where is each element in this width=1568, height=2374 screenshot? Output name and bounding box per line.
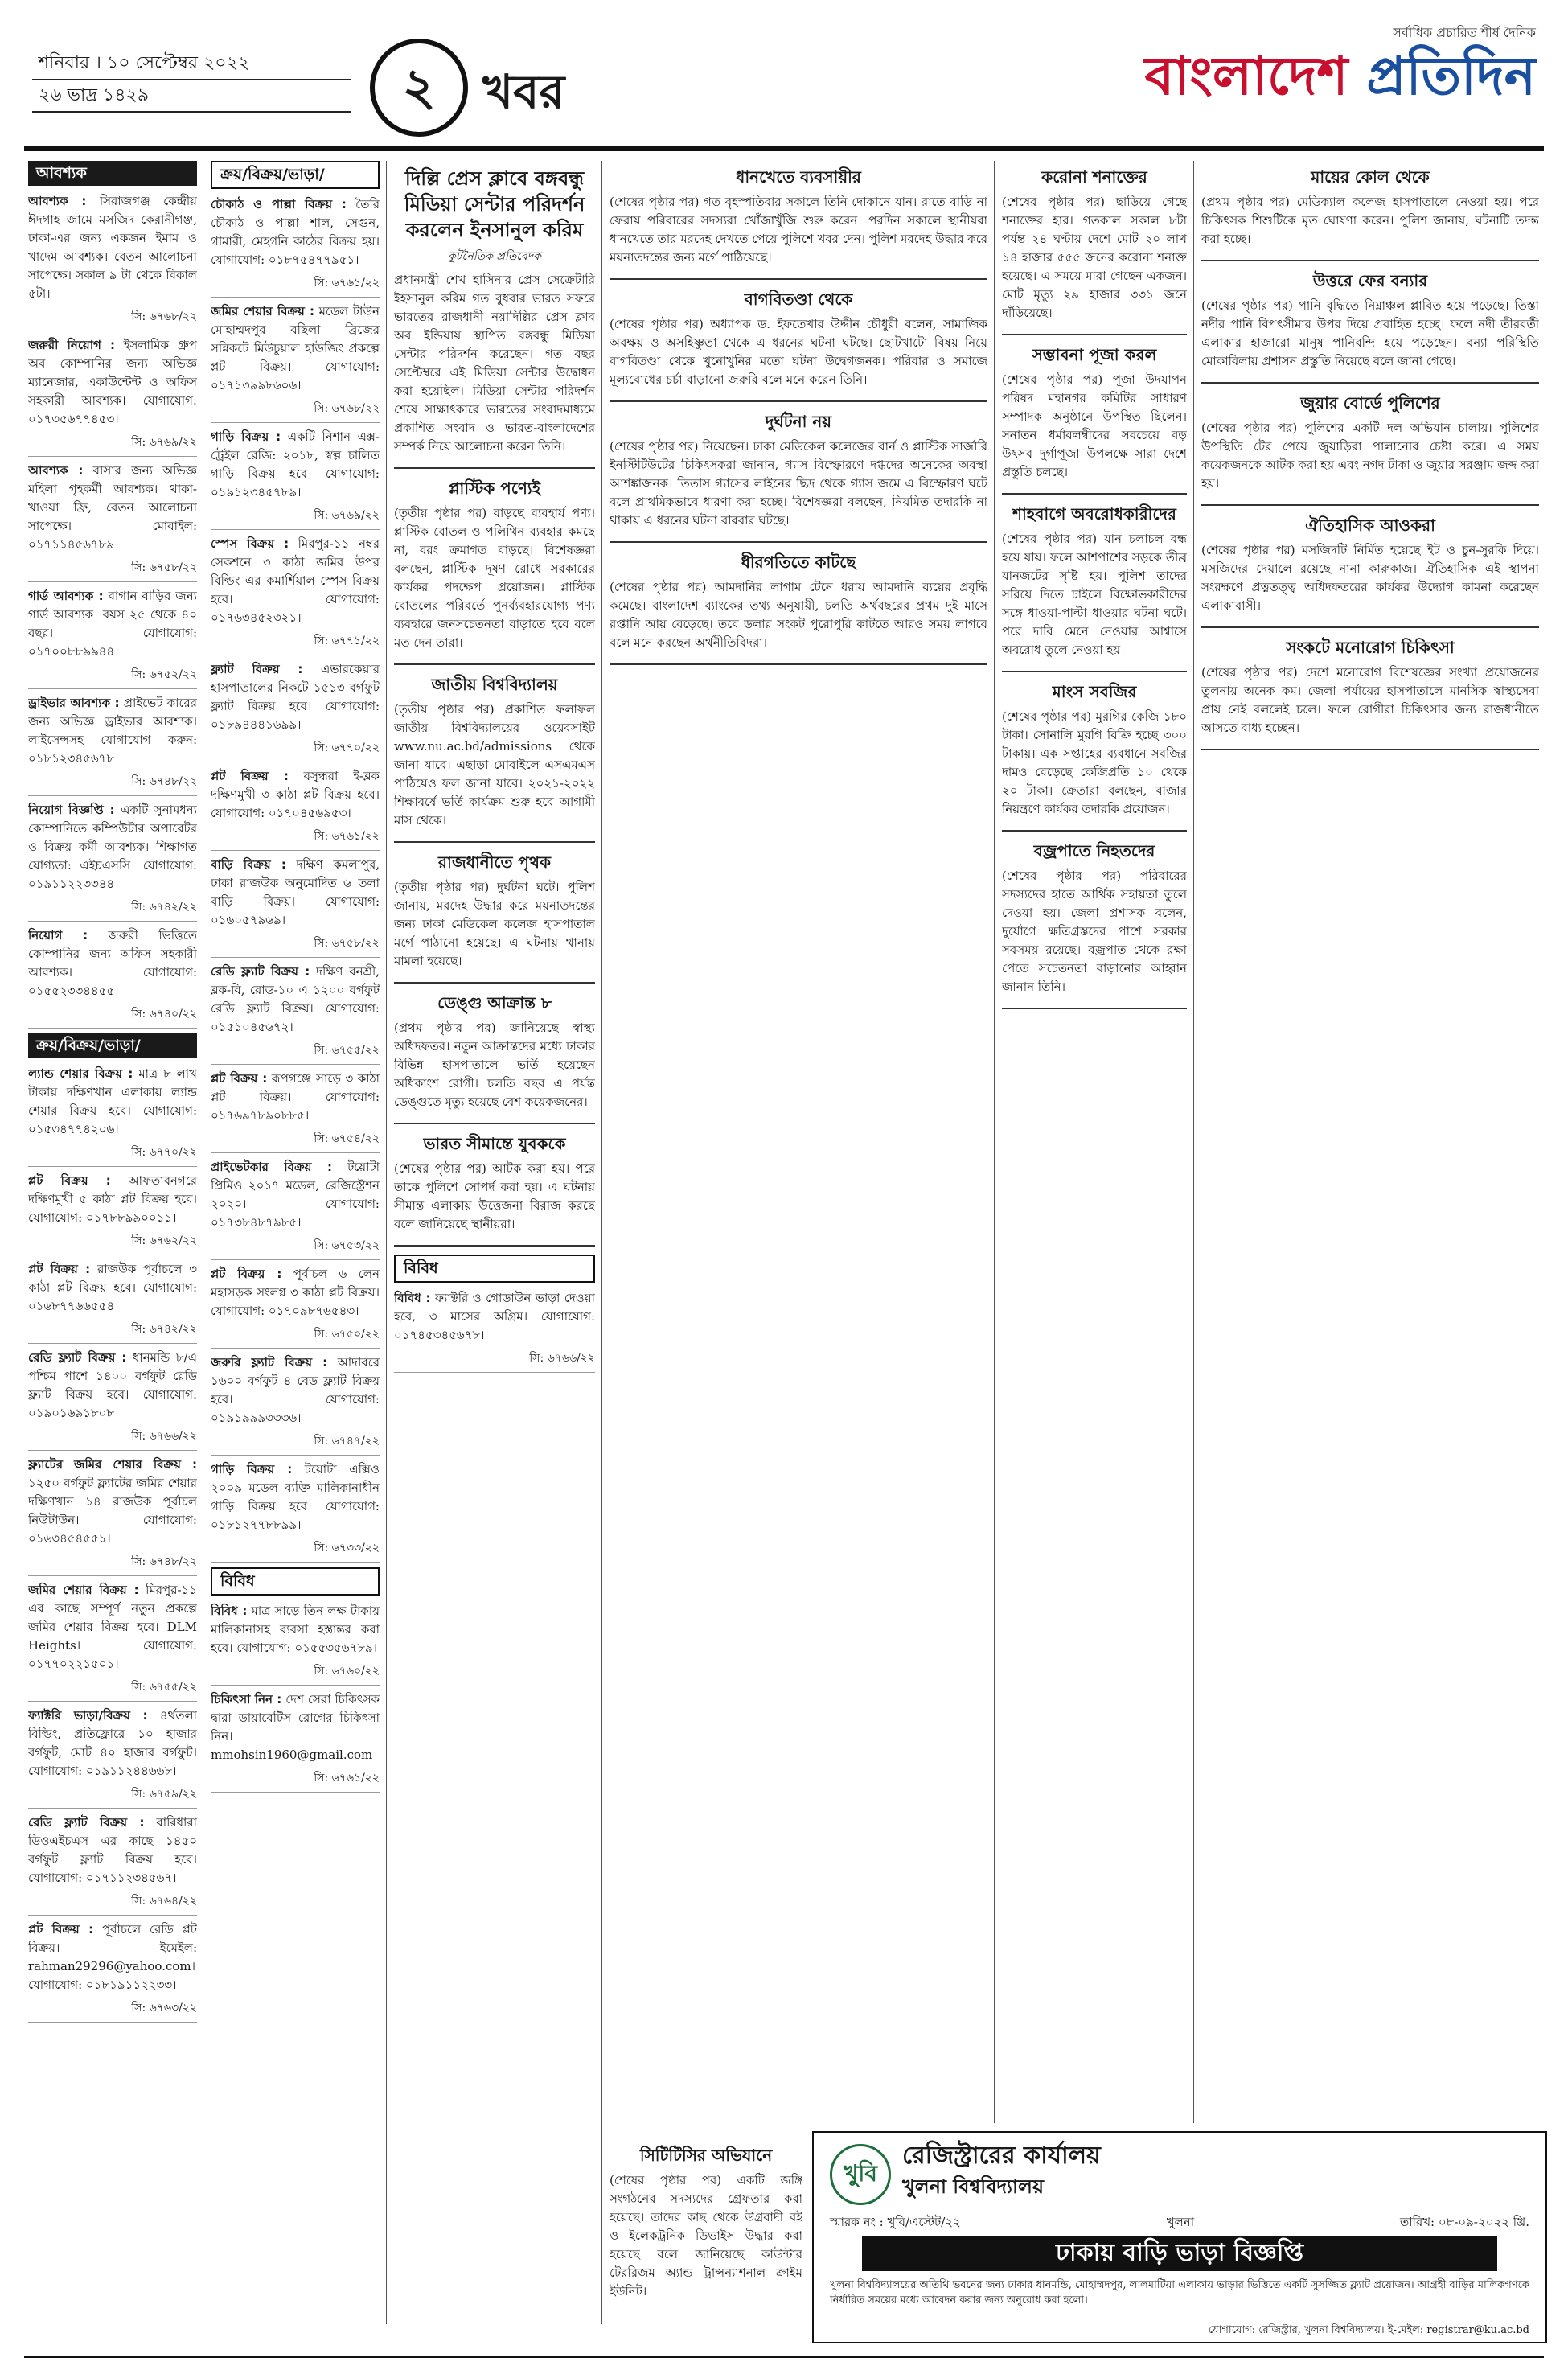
classified-body: পূর্বাচলে রেডি প্লট বিক্রয়। ইমেইল: rahman29296@yahoo.com। যোগাযোগ: ০১৮১৯১১২২৩৩। [28, 1922, 197, 1992]
classified-ref: সি: ৬৭৫২/২২ [131, 668, 197, 681]
classified-title: নিয়োগ : [28, 928, 88, 943]
story-block [394, 992, 595, 1124]
classified-ref: সি: ৬৭৫০/২২ [314, 1328, 380, 1341]
story-headline: ঐতিহাসিক আওকরা [1305, 515, 1435, 535]
classified-title: নিয়োগ বিজ্ঞপ্তি : [28, 803, 115, 817]
classified-title: ল্যান্ড শেয়ার বিক্রয় : [28, 1066, 133, 1081]
story-block [1201, 166, 1539, 261]
classified-text [28, 587, 197, 661]
story-block [610, 166, 987, 280]
classified-body: দক্ষিণ কমলাপুর, ঢাকা রাজউক অনুমোদিত ৬ তলা বাড়ি বিক্রয়। যোগাযোগ: ০১৬০৫৭৯৬৯। [211, 857, 380, 927]
classified-ad [28, 1065, 197, 1167]
classified-body: বাসার জন্য অভিজ্ঞ মহিলা গৃহকর্মী আবশ্যক। থাকা-খাওয়া ফ্রি, বেতন আলোচনা সাপেক্ষে। মোবাইল: ০১৭১১৪৫৬৭৮৯। [28, 463, 197, 552]
classified-title: রেডি ফ্ল্যাট বিক্রয় : [28, 1815, 145, 1830]
news-column-7 [1201, 161, 1539, 2123]
classified-ref: সি: ৬৭৬৩/২২ [131, 2002, 197, 2015]
classified-body: মাত্র ৮ লাখ টাকায় দক্ষিণখান এলাকায় ল্যান্ড শেয়ার বিক্রয় হবে। যোগাযোগ: ০১৫৩৪৭৭৪২০৬। [28, 1066, 197, 1136]
classified-title: বাড়ি বিক্রয় : [211, 857, 286, 872]
footer-divider [24, 2356, 1544, 2358]
story-headline: ধানখেতে ব্যবসায়ীর [736, 167, 861, 187]
classified-title: আবশ্যক : [28, 463, 84, 478]
classified-ad [28, 694, 197, 796]
news-column-4-bottom [610, 2139, 802, 2340]
classified-title: জরুরী নিয়োগ : [28, 338, 115, 352]
classified-ad [211, 963, 380, 1065]
classified-text [211, 1265, 380, 1320]
classified-body: একটি সুনামধন্য কোম্পানিতে কম্পিউটার অপারেটর ও বিক্রয় কর্মী আবশ্যক। শিক্ষাগত যোগ্যতা: এইচএসসি। যোগাযোগ: ০১৯১১২২৩৩৪৪। [28, 803, 197, 891]
classified-ref: সি: ৬৭৭১/২২ [314, 635, 380, 647]
classified-title: আবশ্যক : [28, 194, 87, 208]
classified-text [28, 1065, 197, 1139]
classified-ad [28, 1260, 197, 1344]
classified-list [28, 192, 197, 1029]
classified-ad [28, 336, 197, 457]
classifieds-column-1 [28, 161, 197, 2332]
story-body: (শেষের পৃষ্ঠার পর) আটক করা হয়। পরে তাকে পুলিশে সোপর্দ করা হয়। এ ঘটনায় সীমান্ত এলাকায় উত্তেজনা বিরাজ করছে বলে জানিয়েছে স্থানীয়রা। [394, 1161, 595, 1231]
classified-ad [28, 1172, 197, 1255]
classified-title: গাড়ি বিক্রয় : [211, 1462, 293, 1477]
classified-title: বিবিধ : [394, 1291, 431, 1305]
classified-ref: সি: ৬৭৪০/২২ [131, 1008, 197, 1021]
classified-text [394, 1289, 595, 1345]
classified-body: দক্ষিণ বনশ্রী, ব্লক-বি, রোড-১০ এ ১২০০ বর্গফুট রেডি ফ্ল্যাট বিক্রয়। যোগাযোগ: ০১৫১০৪৫৬৭২। [211, 964, 380, 1034]
news-column-6 [1002, 161, 1187, 2123]
story-body: (শেষের পৃষ্ঠার পর) যান চলাচল বন্ধ হয়ে যায়। ফলে আশপাশের সড়কে তীব্র যানজটের সৃষ্টি হয়। পুলিশ তাদের সরিয়ে দিতে চাইলে বিক্ষোভকারীদের সঙ্গে ধাওয়া-পাল্টা ধাওয়ার ঘটনা ঘটে। পরে দাবি মেনে নেওয়ার আশ্বাসে অবরোধ তুলে নেওয়া হয়। [1002, 532, 1187, 657]
story-headline: প্লাস্টিক পণ্যেই [448, 478, 541, 498]
classified-text [28, 1260, 197, 1316]
classified-ad [28, 801, 197, 922]
story-block [394, 1132, 595, 1247]
classified-ref: সি: ৬৭৪২/২২ [131, 901, 197, 914]
classified-ref: সি: ৬৭৬৮/২২ [314, 402, 380, 415]
story-block [394, 673, 595, 843]
story-block [1002, 503, 1187, 672]
ad-office-city: খুলনা [1166, 2215, 1195, 2229]
classified-ref: সি: ৬৭৫৯/২২ [131, 1788, 197, 1801]
classified-body: বসুন্ধরা ই-ব্লক দক্ষিণমুখী ৩ কাঠা প্লট বিক্রয় হবে। যোগাযোগ: ০১৭০৪৫৬৯৫৩। [211, 769, 380, 820]
classified-body: পূর্বাচল ৬ লেন মহাসড়ক সংলগ্ন ৩ কাঠা প্লট বিক্রয়। যোগাযোগ: ০১৭০৯৮৭৬৫৪৩। [211, 1267, 380, 1318]
classified-body: এভারকেয়ার হাসপাতালের নিকটে ১৫১৩ বর্গফুট ফ্ল্যাট বিক্রয় হবে। যোগাযোগ: ০১৮৯৪৪৪১৬৯৯। [211, 662, 380, 732]
classified-text [28, 694, 197, 768]
story-body: (শেষের পৃষ্ঠার পর) ছাড়িয়ে গেছে শনাক্তের হার। গতকাল সকাল ৮টা পর্যন্ত ২৪ ঘণ্টায় দেশে মোট ২০ লাখ ১৪ হাজার ৫৫৫ জনের করোনা শনাক্ত হয়েছে। এ সময়ে মারা গেছেন একজন। মোট মৃত্যু ২৯ হাজার ৩৩১ জনে দাঁড়িয়েছে। [1002, 195, 1187, 320]
classified-ref: সি: ৬৭৫৮/২২ [131, 561, 197, 574]
ad-ref-line [830, 2213, 1529, 2233]
ad-body-text: খুলনা বিশ্ববিদ্যালয়ের অতিথি ভবনের জন্য ঢাকার ধানমন্ডি, মোহাম্মদপুর, লালমাটিয়া এলাকায় ভাড়ার ভিত্তিতে একটি সুসজ্জিত ফ্ল্যাট প্রয়োজন। আগ্রহী বাড়ির মালিকগণকে নির্ধারিত সময়ের মধ্যে আবেদন করার জন্য অনুরোধ করা হলো। [830, 2279, 1529, 2306]
classified-ad [211, 660, 380, 762]
classified-ref: সি: ৬৭৬৯/২২ [314, 509, 380, 522]
classified-ref: সি: ৬৭৫৩/২২ [314, 1239, 380, 1252]
story-body: (প্রথম পৃষ্ঠার পর) জানিয়েছে স্বাস্থ্য অধিদফতর। নতুন আক্রান্তদের মধ্যে ঢাকার বিভিন্ন হাসপাতালে ভর্তি হয়েছেন অধিকাংশ রোগী। চলতি বছর এ পর্যন্ত ডেঙ্গুতে মৃত্যু হয়েছে বেশ কয়েকজনের। [394, 1021, 595, 1109]
story-body: (তৃতীয় পৃষ্ঠার পর) প্রকাশিত ফলাফল জাতীয় বিশ্ববিদ্যালয়ের ওয়েবসাইট www.nu.ac.bd/admissions থেকে জানা যাবে। এছাড়া মোবাইলে এসএমএস পাঠিয়েও ফল জানা যাবে। ২০২১-২০২২ শিক্ষাবর্ষে ভর্তি কার্যক্রম শুরু হবে আগামী মাস থেকে। [394, 702, 595, 828]
story-headline: উত্তরে ফের বন্যার [1312, 271, 1428, 290]
classified-list [211, 1602, 380, 1793]
story-block [1201, 636, 1539, 750]
classified-text [211, 1158, 380, 1232]
story-body: (শেষের পৃষ্ঠার পর) পুলিশের একটি দল অভিযান চালায়। পুলিশের উপস্থিতি টের পেয়ে জুয়াড়িরা পালানোর চেষ্টা করে। এ সময় কয়েকজনকে আটক করা হয় এবং নগদ টাকা ও জুয়ার সরঞ্জাম জব্দ করা হয়। [1201, 421, 1539, 491]
classified-ref: সি: ৬৭৬০/২২ [314, 1665, 380, 1678]
classified-ad [28, 1920, 197, 2023]
classified-ad [211, 535, 380, 655]
classified-title: জমির শেয়ার বিক্রয় : [211, 304, 314, 318]
classified-ref: সি: ৬৭৫৫/২২ [131, 1681, 197, 1694]
classified-ref: সি: ৬৭৬৬/২২ [131, 1430, 197, 1443]
story-block [1201, 392, 1539, 506]
classified-body: একটি নিশান এক্স-ট্রেইল রেজি: ২০১৮, স্বল্প চালিত গাড়ি বিক্রয় হবে। যোগাযোগ: ০১৯১২৩৪৫৭৮৯। [211, 429, 380, 499]
column-divider [386, 161, 387, 2324]
classified-text [28, 1172, 197, 1227]
classified-body: ধানমন্ডি ৮/এ পশ্চিম পাশে ১৪০০ বর্গফুট রেডি ফ্ল্যাট বিক্রয় হবে। যোগাযোগ: ০১৯০১৬৯১৮০৮। [28, 1350, 197, 1420]
classified-text [211, 1070, 380, 1125]
classified-body: টয়োটা প্রিমিও ২০১৭ মডেল, রেজিস্ট্রেশন ২০২০। যোগাযোগ: ০১৭৩৮৪৮৭৯৮৫। [211, 1160, 380, 1230]
classified-ad [28, 926, 197, 1029]
classified-ref: সি: ৬৭৪৮/২২ [131, 1555, 197, 1568]
classified-ref: সি: ৬৭৭০/২২ [314, 741, 380, 754]
story-block [1002, 840, 1187, 1009]
story-body: (তৃতীয় পৃষ্ঠার পর) দুর্ঘটনা ঘটে। পুলিশ জানায়, মরদেহ উদ্ধার করে ময়নাতদন্তের জন্য ঢাকা মেডিকেল কলেজ হাসপাতাল মর্গে পাঠানো হয়েছে। এ ঘটনায় থানায় মামলা হয়েছে। [394, 880, 595, 968]
classified-ad [211, 428, 380, 530]
brand-tagline: সর্বাধিক প্রচারিত শীর্ষ দৈনিক [1393, 25, 1536, 40]
story-block [1002, 166, 1187, 335]
classified-ref: সি: ৬৭৫৫/২২ [314, 1044, 380, 1057]
classified-ref: সি: ৬৭৬২/২২ [131, 1234, 197, 1247]
story-body: (শেষের পৃষ্ঠার পর) মসজিদটি নির্মিত হয়েছে ইট ও চুন-সুরকি দিয়ে। মসজিদের দেয়ালে রয়েছে নানা কারুকাজ। ঐতিহাসিক এই স্থাপনা সংরক্ষণে প্রত্নতত্ত্ব অধিদফতরের কার্যকর উদ্যোগ কামনা করেছেন এলাকাবাসী। [1201, 543, 1539, 613]
classified-body: মাত্র সাড়ে তিন লক্ষ টাকায় মালিকানাসহ ব্যবসা হস্তান্তর করা হবে। যোগাযোগ: ০১৫৫৩৫৬৭৮৯। [211, 1604, 380, 1655]
classified-body: বাগান বাড়ির জন্য গার্ড আবশ্যক। বয়স ২৫ থেকে ৪০ বছর। যোগাযোগ: ০১৭০০৮৮৯৯৪৪। [28, 589, 197, 659]
classified-text [28, 1707, 197, 1780]
story-headline: ডেঙ্গু আক্রান্ত ৮ [437, 993, 552, 1012]
classified-text [28, 1456, 197, 1548]
news-column-3 [394, 161, 595, 2332]
story-byline: কূটনৈতিক প্রতিবেদক [448, 250, 541, 263]
classified-title: ড্রাইভার আবশ্যক : [28, 696, 120, 710]
classified-title: চিকিৎসা নিন : [211, 1692, 282, 1707]
ad-banner-title: ঢাকায় বাড়ি ভাড়া বিজ্ঞপ্তি [862, 2236, 1497, 2271]
classified-text [28, 192, 197, 303]
classified-text [211, 1353, 380, 1427]
ad-memo-number: স্মারক নং : খুবি/এস্টেট/২২ [830, 2215, 961, 2229]
classified-text [28, 1349, 197, 1423]
classified-text [211, 195, 380, 269]
story-block [394, 477, 595, 665]
classified-body: জরুরী ভিত্তিতে কোম্পানির জন্য অফিস সহকারী আবশ্যক। যোগাযোগ: ০১৫৫২৩৩৪৪৫৫। [28, 928, 197, 998]
story-headline: শাহবাগে অবরোধকারীদের [1012, 504, 1176, 524]
classified-body: মিরপুর-১১ নম্বর সেকশনে ৩ কাঠা জমির উপর বিল্ডিং এর কমার্শিয়াল স্পেস বিক্রয় হবে। যোগাযোগ: ০১৭৬৩৪৫২৩২১। [211, 536, 380, 625]
brand-name [1145, 44, 1536, 109]
brand-name-part1: বাংলাদেশ [1144, 45, 1367, 107]
ad-office-line: খুলনা বিশ্ববিদ্যালয় [902, 2175, 1044, 2198]
classified-ad [211, 1690, 380, 1793]
story-block [610, 410, 987, 543]
classified-heading: ক্রয়/বিক্রয়/ভাড়া/ [28, 1033, 197, 1058]
news-column-4 [610, 161, 987, 2123]
classified-ad [211, 1070, 380, 1153]
story-headline: সংকটে মনোরোগ চিকিৎসা [1286, 638, 1455, 657]
story-body: প্রধানমন্ত্রী শেখ হাসিনার প্রেস সেক্রেটারি ইহসানুল করিম গত বুধবার ভারত সফরে ভারতের রাজধানী নয়াদিল্লির প্রেস ক্লাব অব ইন্ডিয়ায় স্থাপিত বঙ্গবন্ধু মিডিয়া সেন্টার পরিদর্শন করেছেন। গত বছর সেপ্টেম্বরে এই মিডিয়া সেন্টার উদ্বোধন করা হয়েছিল। মিডিয়া সেন্টার পরিদর্শন শেষে সাক্ষাৎকারে ভারতের সংবাদমাধ্যমে প্রকাশিত সংবাদ ও ভারত-বাংলাদেশের সম্পর্ক নিয়ে আলোচনা করেন তিনি। [394, 273, 595, 454]
ad-office-line: রেজিস্ট্রারের কার্যালয় [902, 2142, 1101, 2170]
classified-body: ৪র্থতলা বিল্ডিং, প্রতিফ্লোরে ১০ হাজার বর্গফুট, মোট ৪০ হাজার বর্গফুট। যোগাযোগ: ০১৯১১২৪৪৬৬৮। [28, 1708, 197, 1778]
classified-ref: সি: ৬৭৬১/২২ [314, 830, 380, 843]
section-title: খবর [482, 64, 565, 119]
classified-body: টয়োটা এক্সিও ২০০৯ মডেল ব্যক্তি মালিকানাধীন গাড়ি বিক্রয় হবে। যোগাযোগ: ০১৮১২৭৭৮৮৯৯। [211, 1462, 380, 1532]
story-headline: বজ্রপাতে নিহতদের [1033, 841, 1155, 860]
story-body: (শেষের পৃষ্ঠার পর) একটি জঙ্গি সংগঠনের সদস্যদের গ্রেফতার করা হয়েছে। তাদের কাছ থেকে উগ্রবাদী বই ও ইলেকট্রনিক ডিভাইস উদ্ধার করা হয়েছে বলে জানিয়েছে কাউন্টার টেররিজম অ্যান্ড ট্রান্সন্যাশনাল ক্রাইম ইউনিট। [610, 2173, 802, 2298]
story-body: (শেষের পৃষ্ঠার পর) নিয়েছেন। ঢাকা মেডিকেল কলেজের বার্ন ও প্লাস্টিক সার্জারি ইনস্টিটিউটের চিকিৎসকরা জানান, গ্যাস বিস্ফোরণে দগ্ধদের অনেকের অবস্থা আশঙ্কাজনক। তিতাস গ্যাসের লাইনের ছিদ্র থেকে গ্যাস জমে এ বিস্ফোরণ ঘটে বলে প্রাথমিকভাবে ধারণা করা হচ্ছে। বিশেষজ্ঞরা বলছেন, নিয়মিত তদারকি না থাকায় এ ধরনের ঘটনা বারবার ঘটছে। [610, 439, 987, 528]
story-block [1201, 514, 1539, 628]
classified-text [211, 660, 380, 734]
classified-body: প্রাইভেট কারের জন্য অভিজ্ঞ ড্রাইভার আবশ্যক। লাইসেন্সসহ যোগাযোগ করুন: ০১৮১২৩৪৫৬৭৮। [28, 696, 197, 766]
classified-ad [28, 1581, 197, 1702]
story-headline: দিল্লি প্রেস ক্লাবে বঙ্গবন্ধু মিডিয়া সেন্টার পরিদর্শন করলেন ইনসানুল করিম [404, 167, 585, 241]
story-headline: দুর্ঘটনা নয় [765, 412, 832, 431]
classified-ad [211, 767, 380, 851]
classified-title: প্লট বিক্রয় : [211, 1267, 282, 1281]
story-headline: সিটিটিসির অভিযানে [639, 2146, 773, 2165]
story-headline: জাতীয় বিশ্ববিদ্যালয় [431, 675, 558, 694]
classified-ad [28, 462, 197, 582]
classified-ad [28, 1707, 197, 1809]
classified-title: গাড়ি বিক্রয় : [211, 429, 281, 444]
classified-title: রেডি ফ্ল্যাট বিক্রয় : [28, 1350, 127, 1365]
story-block [610, 288, 987, 402]
classified-ad [211, 1602, 380, 1686]
classified-title: চৌকাঠ ও পাল্লা বিক্রয় : [211, 197, 347, 212]
ad-contact: যোগাযোগ: রেজিস্ট্রার, খুলনা বিশ্ববিদ্যালয়। ই-মেইল: registrar@ku.ac.bd [1208, 2324, 1529, 2336]
story-block [1201, 269, 1539, 384]
story-body: (তৃতীয় পৃষ্ঠার পর) বাড়ছে ব্যবহার্য পণ্য। প্লাস্টিক বোতল ও পলিথিন ব্যবহার কমছে না, বরং ক্রমাগত বাড়ছে। বিশেষজ্ঞরা বলছেন, প্লাস্টিক দূষণ রোধে সরকারের কার্যকর পদক্ষেপ প্রয়োজন। প্লাস্টিক বোতলের পরিবর্তে পুনর্ব্যবহারযোগ্য পণ্য ব্যবহারে জনসচেতনতা বাড়াতে হবে বলে মত দেন তারা। [394, 506, 595, 650]
story-body: (শেষের পৃষ্ঠার পর) গত বৃহস্পতিবার সকালে তিনি দোকানে যান। রাতে বাড়ি না ফেরায় পরিবারের সদস্যরা খোঁজাখুঁজি শুরু করেন। পরদিন সকালে স্থানীয়রা ধানখেতে তার মরদেহ দেখতে পেয়ে পুলিশে খবর দেন। পুলিশ মরদেহ উদ্ধার করে ময়নাতদন্তের জন্য মর্গে পাঠিয়েছে। [610, 195, 987, 265]
classified-text [28, 801, 197, 893]
classified-ref: সি: ৬৭৬৪/২২ [131, 1895, 197, 1908]
classified-body: সিরাজগঞ্জ কেন্দ্রীয় ঈদগাহ জামে মসজিদ কেরানীগঞ্জ, ঢাকা-এর জন্য একজন ইমাম ও খাদেম আবশ্যক। বেতন আলোচনা সাপেক্ষে। সকাল ৯ টা থেকে বিকাল ৫টা। [28, 194, 197, 301]
story-block [1002, 680, 1187, 832]
newspaper-logo [1145, 23, 1536, 109]
classified-body: ফ্যাক্টরি ও গোডাউন ভাড়া দেওয়া হবে, ৩ মাসের অগ্রিম। যোগাযোগ: ০১৭৪৫৩৪৫৬৭৮। [394, 1291, 595, 1342]
classified-body: ইসলামিক গ্রুপ অব কোম্পানির জন্য অভিজ্ঞ ম্যানেজার, একাউন্টেন্ট ও অফিস সহকারী আবশ্যক। যোগাযোগ: ০১৭৩৫৬৭৭৪৫৩। [28, 338, 197, 426]
classified-text [211, 428, 380, 502]
classified-heading: ক্রয়/বিক্রয়/ভাড়া/ [211, 161, 380, 189]
story-headline: বাগবিতণ্ডা থেকে [744, 290, 853, 309]
story-headline: সম্ভাবনা পূজা করল [1032, 345, 1157, 364]
classified-title: জমির শেয়ার বিক্রয় : [28, 1583, 139, 1597]
date-block [32, 48, 351, 113]
classified-ad [28, 1349, 197, 1451]
classified-ref: সি: ৬৭৫৮/২২ [314, 937, 380, 950]
classified-body: মিরপুর-১১ এর কাছে সম্পূর্ণ নতুন প্রকল্পে জমির শেয়ার বিক্রয় হবে। DLM Heights। যোগাযোগ: ০১৭৭০২২১৫০১। [28, 1583, 197, 1671]
classified-ref: সি: ৬৭৭০/২২ [131, 1146, 197, 1159]
classified-title: প্লট বিক্রয় : [28, 1262, 91, 1276]
classified-title: বিবিধ : [211, 1604, 248, 1618]
classified-ref: সি: ৬৭৪৮/২২ [131, 775, 197, 788]
story-body: (শেষের পৃষ্ঠার পর) আমদানির লাগাম টেনে ধরায় আমদানি ব্যয়ের প্রবৃদ্ধি কমেছে। বাংলাদেশ ব্যাংকের তথ্য অনুযায়ী, চলতি অর্থবছরের প্রথম দুই মাসে রপ্তানি আয় বেড়েছে। তবে ডলার সংকট পুরোপুরি কাটতে আরও সময় লাগবে বলে মনে করছেন অর্থনীতিবিদরা। [610, 580, 987, 650]
classified-text [28, 1581, 197, 1674]
classified-ad [211, 1353, 380, 1456]
classified-ad [211, 1265, 380, 1349]
classified-ad [28, 1813, 197, 1916]
classified-body: আদাবরে ১৬০০ বর্গফুট ৪ বেড ফ্ল্যাট বিক্রয় হবে। যোগাযোগ: ০১৯১৯৯৯৩৩৩৬। [211, 1355, 380, 1425]
story-headline: করোনা শনাক্তের [1041, 167, 1147, 187]
classified-text [211, 856, 380, 930]
classified-ad [394, 1289, 595, 1373]
classified-title: গার্ড আবশ্যক : [28, 589, 104, 603]
classified-list [28, 1065, 197, 2023]
classified-title: প্লট বিক্রয় : [211, 1071, 268, 1086]
story-body: (শেষের পৃষ্ঠার পর) দেশে মনোরোগ বিশেষজ্ঞের সংখ্যা প্রয়োজনের তুলনায় অনেক কম। জেলা পর্যায়ের হাসপাতালে মানসিক স্বাস্থ্যসেবা প্রায় নেই বললেই চলে। ফলে রোগীরা চিকিৎসার জন্য রাজধানীতে আসতে বাধ্য হচ্ছেন। [1201, 665, 1539, 735]
classified-ref: সি: ৬৭৬৬/২২ [529, 1352, 595, 1365]
ad-office-title [902, 2141, 1101, 2202]
classified-ad [211, 1460, 380, 1563]
classified-text [28, 462, 197, 554]
classified-ref: সি: ৬৭৬১/২২ [314, 1772, 380, 1785]
classified-text [211, 1602, 380, 1657]
story-headline: জুয়ার বোর্ডে পুলিশের [1300, 393, 1440, 413]
classified-ad [211, 856, 380, 958]
classified-title: প্রাইভেটকার বিক্রয় : [211, 1160, 332, 1174]
classified-body: আফতাবনগরে দক্ষিণমুখী ৫ কাঠা প্লট বিক্রয় হবে। যোগাযোগ: ০১৭৮৮৯৯০০১১। [28, 1173, 197, 1225]
story-body: (প্রথম পৃষ্ঠার পর) মেডিক্যাল কলেজ হাসপাতালে নেওয়া হয়। পরে চিকিৎসক শিশুটিকে মৃত ঘোষণা করেন। পুলিশ জানায়, ঘটনাটি তদন্ত করা হচ্ছে। [1201, 195, 1539, 246]
story-block [394, 166, 595, 469]
column-divider [994, 161, 995, 2123]
classified-body: দেশ সেরা চিকিৎসক দ্বারা ডায়াবেটিস রোগের চিকিৎসা নিন। mmohsin1960@gmail.com [211, 1692, 380, 1762]
classified-text [211, 963, 380, 1037]
story-headline: মায়ের কোল থেকে [1311, 167, 1430, 187]
story-headline: ধীরগতিতে কাটছে [741, 552, 856, 572]
classified-body: ১২৫০ বর্গফুট ফ্ল্যাটের জমির শেয়ার দক্ষিণখান ১৪ রাজউক পূর্বাচল নিউটাউন। যোগাযোগ: ০১৬৩৪৫৪৫৫১। [28, 1476, 197, 1546]
university-notice-ad [812, 2131, 1547, 2343]
classified-ad [28, 1456, 197, 1576]
classified-text [28, 926, 197, 1000]
story-body: (শেষের পৃষ্ঠার পর) অধ্যাপক ড. ইফতেখার উদ্দীন চৌধুরী বলেন, সামাজিক অবক্ষয় ও অসহিষ্ণুতা থেকে এ ধরনের ঘটনা ঘটছে। ছোটখাটো বিষয় নিয়ে বাগবিতণ্ডা থেকে খুনোখুনির মতো ঘটনা উদ্বেগজনক। পরিবার ও সমাজে মূল্যবোধের চর্চা বাড়ানো জরুরি বলে মনে করেন তিনি। [610, 317, 987, 387]
classified-list [211, 195, 380, 1563]
classified-title: ফ্যাক্টরি ভাড়া/বিক্রয় : [28, 1708, 148, 1723]
classified-title: প্লট বিক্রয় : [28, 1173, 111, 1188]
page-number-badge: ২ [370, 39, 468, 137]
classified-body: রাজউক পূর্বাচলে ৩ কাঠা প্লট বিক্রয় হবে। যোগাযোগ: ০১৬৮৭৭৬৬৫৫৪। [28, 1262, 197, 1313]
classified-text [211, 535, 380, 627]
classified-ref: সি: ৬৭৫৪/২২ [314, 1132, 380, 1145]
classified-body: মডেল টাউন মোহাম্মদপুর বছিলা ব্রিজের সন্নিকটে মিউচুয়াল হাউজিং প্রকল্পে প্লট বিক্রয়। যোগাযোগ: ০১৭১৩৯৯৮৬০৬। [211, 304, 380, 392]
classified-text [211, 302, 380, 395]
classified-ref: সি: ৬৭৪২/২২ [131, 1323, 197, 1336]
classified-heading: বিবিধ [394, 1255, 595, 1283]
classified-text [28, 1920, 197, 1994]
date-gregorian: শনিবার । ১০ সেপ্টেম্বর ২০২২ [32, 48, 351, 80]
column-divider [1193, 161, 1194, 2123]
masthead [0, 0, 1568, 158]
classified-heading: আবশ্যক [28, 161, 197, 186]
classified-title: রেডি ফ্ল্যাট বিক্রয় : [211, 964, 310, 979]
classified-text [28, 1813, 197, 1887]
brand-name-part2: প্রতিদিন [1366, 45, 1536, 107]
classified-ref: সি: ৬৭৬৯/২২ [131, 436, 197, 449]
story-block [610, 551, 987, 665]
classified-ref: সি: ৬৭৬১/২২ [314, 277, 380, 290]
classifieds-column-2 [211, 161, 380, 2332]
classified-ad [28, 192, 197, 331]
classified-ad [28, 587, 197, 689]
date-bangla: ২৬ ভাদ্র ১৪২৯ [32, 80, 351, 113]
classified-text [28, 336, 197, 429]
story-headline: ভারত সীমান্তে যুবককে [423, 1134, 566, 1153]
story-body: (শেষের পৃষ্ঠার পর) মুরগির কেজি ১৮০ টাকা। সোনালি মুরগি বিক্রি হচ্ছে ৩০০ টাকায়। এক সপ্তাহের ব্যবধানে সবজির দামও বেড়েছে কেজিপ্রতি ১০ থেকে ২০ টাকা। ক্রেতারা বলছেন, বাজার নিয়ন্ত্রণে কার্যকর তদারকি প্রয়োজন। [1002, 709, 1187, 816]
story-block [394, 851, 595, 984]
classified-ref: সি: ৬৭৩৩/২২ [314, 1542, 380, 1555]
classified-title: জরুরি ফ্ল্যাট বিক্রয় : [211, 1355, 328, 1370]
story-body: (শেষের পৃষ্ঠার পর) পরিবারের সদস্যদের হাতে আর্থিক সহায়তা তুলে দেওয়া হয়। জেলা প্রশাসক বলেন, দুর্যোগে ক্ষতিগ্রস্তদের পাশে সরকার সবসময় রয়েছে। বজ্রপাত থেকে রক্ষা পেতে সচেতনতা বাড়ানোর আহ্বান জানান তিনি। [1002, 869, 1187, 994]
classified-text [211, 1460, 380, 1534]
story-block [1002, 343, 1187, 495]
classified-title: স্পেস বিক্রয় : [211, 536, 289, 551]
classified-body: বারিধারা ডিওএইচএস এর কাছে ১৪৫০ বর্গফুট ফ্ল্যাট বিক্রয় হবে। যোগাযোগ: ০১৭১১২৩৪৫৬৭। [28, 1815, 197, 1885]
classified-title: ফ্ল্যাটের জমির শেয়ার বিক্রয় : [28, 1457, 197, 1472]
classified-ref: সি: ৬৭৬৮/২২ [131, 310, 197, 323]
classified-text [211, 767, 380, 823]
classified-ad [211, 1158, 380, 1260]
story-body: (শেষের পৃষ্ঠার পর) পূজা উদযাপন পরিষদ মহানগর কমিটির সাধারণ সম্পাদক অনুষ্ঠানে উপস্থিত ছিলেন। সনাতন ধর্মাবলম্বীদের সবচেয়ে বড় উৎসব দুর্গাপূজা উপলক্ষে সারা দেশে প্রস্তুতি চলছে। [1002, 372, 1187, 479]
classified-body: তৈরি চৌকাঠ ও পাল্লা শাল, সেগুন, গামারী, মেহগনি কাঠের বিক্রয় হয়। যোগাযোগ: ০১৮৭৫৪৭৭৯৫১। [211, 197, 380, 267]
classified-heading: বিবিধ [211, 1567, 380, 1596]
story-body: (শেষের পৃষ্ঠার পর) পানি বৃদ্ধিতে নিম্নাঞ্চল প্লাবিত হয়ে পড়েছে। তিস্তা নদীর পানি বিপৎসীমার উপর দিয়ে প্রবাহিত হচ্ছে। ফলে নদী তীরবর্তী এলাকার হাজারো মানুষ পানিবন্দি হয়ে পড়েছেন। বন্যা পরিস্থিতি মোকাবিলায় প্রশাসন প্রস্তুতি নিয়েছে বলে জানা গেছে। [1201, 298, 1539, 368]
column-divider [601, 161, 602, 2324]
classified-title: প্লট বিক্রয় : [211, 769, 289, 783]
classified-list [394, 1289, 595, 1373]
classified-ad [211, 302, 380, 423]
classified-title: ফ্ল্যাট বিক্রয় : [211, 662, 303, 676]
classified-body: রূপগঞ্জে সাড়ে ৩ কাঠা প্লট বিক্রয়। যোগাযোগ: ০১৭৬৯৭৮৯০৮৮৫। [211, 1071, 380, 1123]
classified-title: প্লট বিক্রয় : [28, 1922, 94, 1937]
classified-ref: সি: ৬৭৪৭/২২ [314, 1435, 380, 1448]
ad-date: তারিখ: ০৮-০৯-২০২২ খ্রি. [1400, 2215, 1529, 2229]
classified-text [211, 1690, 380, 1764]
university-seal-icon: খুবি [830, 2144, 891, 2205]
classified-ad [211, 195, 380, 298]
header-divider [24, 146, 1544, 151]
story-headline: মাংস সবজির [1052, 682, 1137, 701]
story-headline: রাজধানীতে পৃথক [438, 852, 551, 872]
